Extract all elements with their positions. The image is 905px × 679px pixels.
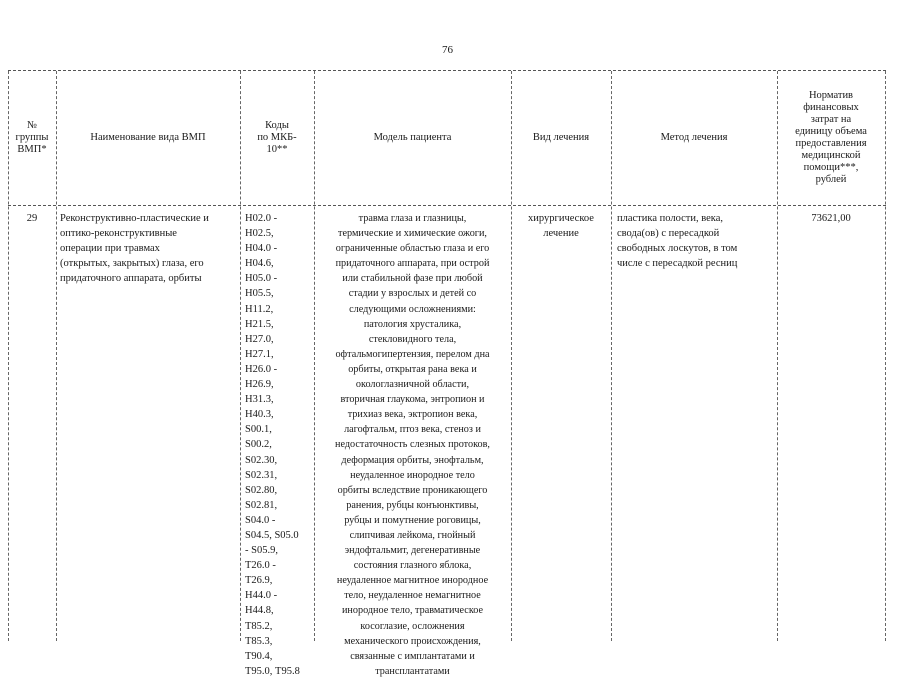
icd-code-line: Т85.2,: [245, 620, 273, 632]
icd-code-line: S00.2,: [245, 439, 272, 451]
page-number: 76: [442, 44, 453, 56]
icd-code-line: Т26.0 -: [245, 560, 276, 572]
patient-model-line: деформация орбиты, энофтальм,: [341, 454, 484, 466]
icd-code-line: Т26.9,: [245, 575, 273, 587]
icd-code-line: Т90.4,: [245, 650, 273, 662]
patient-model-line: орбиты, открытая рана века и: [348, 363, 477, 375]
patient-model-line: патология хрусталика,: [363, 318, 462, 330]
header-treatment-type: Вид лечения: [532, 132, 590, 143]
icd-code-line: Н44.8,: [245, 605, 274, 617]
header-group-number: № группы ВМП*: [15, 120, 49, 155]
row-financial-norm: 73621,00: [811, 213, 851, 224]
treatment-method-line: свода(ов) с пересадкой: [617, 228, 720, 240]
patient-model-line: ранения, рубцы конъюнктивы,: [346, 499, 479, 511]
patient-model-line: вторичная глаукома, энтропион и: [340, 394, 485, 406]
treatment-method-line: свободных лоскутов, в том: [617, 243, 738, 255]
patient-model-line: ограниченные областью глаза и его: [335, 243, 490, 255]
treatment-type-line: хирургическое: [528, 213, 594, 224]
patient-model-line: орбиты вследствие проникающего: [337, 484, 488, 496]
header-icd-codes: Коды по МКБ- 10**: [257, 120, 297, 155]
header-vmp-name: Наименование вида ВМП: [90, 132, 206, 143]
icd-code-line: Н27.0,: [245, 333, 274, 345]
icd-code-line: S02.30,: [245, 454, 278, 466]
icd-code-line: Н27.1,: [245, 348, 274, 360]
patient-model-line: механического происхождения,: [344, 635, 481, 647]
icd-code-line: Н31.3,: [245, 394, 274, 406]
patient-model-line: трансплантатами: [375, 665, 450, 677]
treatment-type-line: лечение: [543, 228, 579, 240]
patient-model-line: трихиаз века, эктропион века,: [347, 409, 478, 421]
icd-code-line: S00.1,: [245, 424, 272, 436]
row-treatment-type: [511, 211, 611, 241]
patient-model-line: тело, неудаленное немагнитное: [344, 590, 481, 602]
icd-code-line: Т95.0, Т95.8: [245, 665, 300, 677]
icd-code-line: Н04.6,: [245, 258, 274, 270]
icd-code-line: S04.5, S05.0: [245, 529, 299, 541]
patient-model-line: слипчивая лейкома, гнойный: [349, 529, 476, 541]
icd-code-line: Н05.5,: [245, 288, 274, 300]
icd-code-line: Н11.2,: [245, 303, 274, 315]
vmp-name-line: придаточного аппарата, орбиты: [60, 273, 202, 285]
row-treatment-method: [614, 211, 777, 271]
icd-code-line: Н02.5,: [245, 228, 274, 240]
patient-model-line: окологлазничной области,: [355, 379, 470, 391]
icd-code-line: Н44.0 -: [245, 590, 278, 602]
patient-model-line: неудаленное инородное тело: [350, 469, 475, 481]
icd-code-line: Н02.0 -: [245, 213, 278, 224]
icd-code-line: Т85.3,: [245, 635, 273, 647]
row-group-number: 29: [26, 213, 38, 224]
patient-model-line: следующими осложнениями:: [349, 303, 476, 315]
patient-model-line: рубцы и помутнение роговицы,: [344, 514, 481, 526]
icd-code-line: Н40.3,: [245, 409, 274, 421]
vmp-name-line: оптико-реконструктивные: [60, 228, 177, 240]
icd-code-line: Н04.0 -: [245, 243, 278, 255]
patient-model-line: травма глаза и глазницы,: [358, 213, 467, 224]
patient-model-line: связанные с имплантатами и: [350, 650, 475, 662]
row-vmp-name: [57, 211, 240, 286]
vmp-name-line: операции при травмах: [60, 243, 160, 255]
patient-model-line: состояния глазного яблока,: [353, 560, 472, 572]
patient-model-line: стадии у взрослых и детей со: [348, 288, 477, 300]
patient-model-line: неудаленное магнитное инородное: [336, 575, 489, 587]
row-icd-codes: [242, 211, 314, 679]
patient-model-line: или стабильной фазе при любой: [342, 273, 483, 285]
patient-model-line: косоглазие, осложнения: [360, 620, 465, 632]
icd-code-line: S02.31,: [245, 469, 278, 481]
treatment-method-line: пластика полости, века,: [617, 213, 723, 224]
vmp-table: [8, 70, 886, 677]
header-patient-model: Модель пациента: [373, 132, 452, 143]
patient-model-line: придаточного аппарата, при острой: [335, 258, 490, 270]
vmp-name-line: (открытых, закрытых) глаза, его: [60, 258, 204, 270]
header-financial-norm: Норматив финансовых затрат на единицу объема предоставления медицинской помощи***, рублей: [795, 90, 867, 185]
patient-model-line: термические и химические ожоги,: [338, 228, 487, 240]
patient-model-line: недостаточность слезных протоков,: [335, 439, 490, 451]
header-treatment-method: Метод лечения: [660, 132, 728, 143]
patient-model-line: лагофтальм, птоз века, стеноз и: [344, 424, 481, 436]
icd-code-line: S02.80,: [245, 484, 278, 496]
patient-model-line: эндофтальмит, дегенеративные: [344, 545, 481, 557]
row-patient-model: [314, 211, 511, 679]
patient-model-line: инородное тело, травматическое: [341, 605, 484, 617]
icd-code-line: Н05.0 -: [245, 273, 278, 285]
icd-code-line: - S05.9,: [245, 545, 278, 557]
vmp-name-line: Реконструктивно-пластические и: [60, 213, 209, 224]
icd-code-line: Н21.5,: [245, 318, 274, 330]
patient-model-line: офтальмогипертензия, перелом дна: [335, 348, 490, 360]
icd-code-line: S04.0 -: [245, 514, 276, 526]
patient-model-line: стекловидного тела,: [368, 333, 457, 345]
icd-code-line: Н26.9,: [245, 379, 274, 391]
icd-code-line: S02.81,: [245, 499, 278, 511]
icd-code-line: Н26.0 -: [245, 363, 278, 375]
treatment-method-line: числе с пересадкой ресниц: [617, 258, 738, 270]
